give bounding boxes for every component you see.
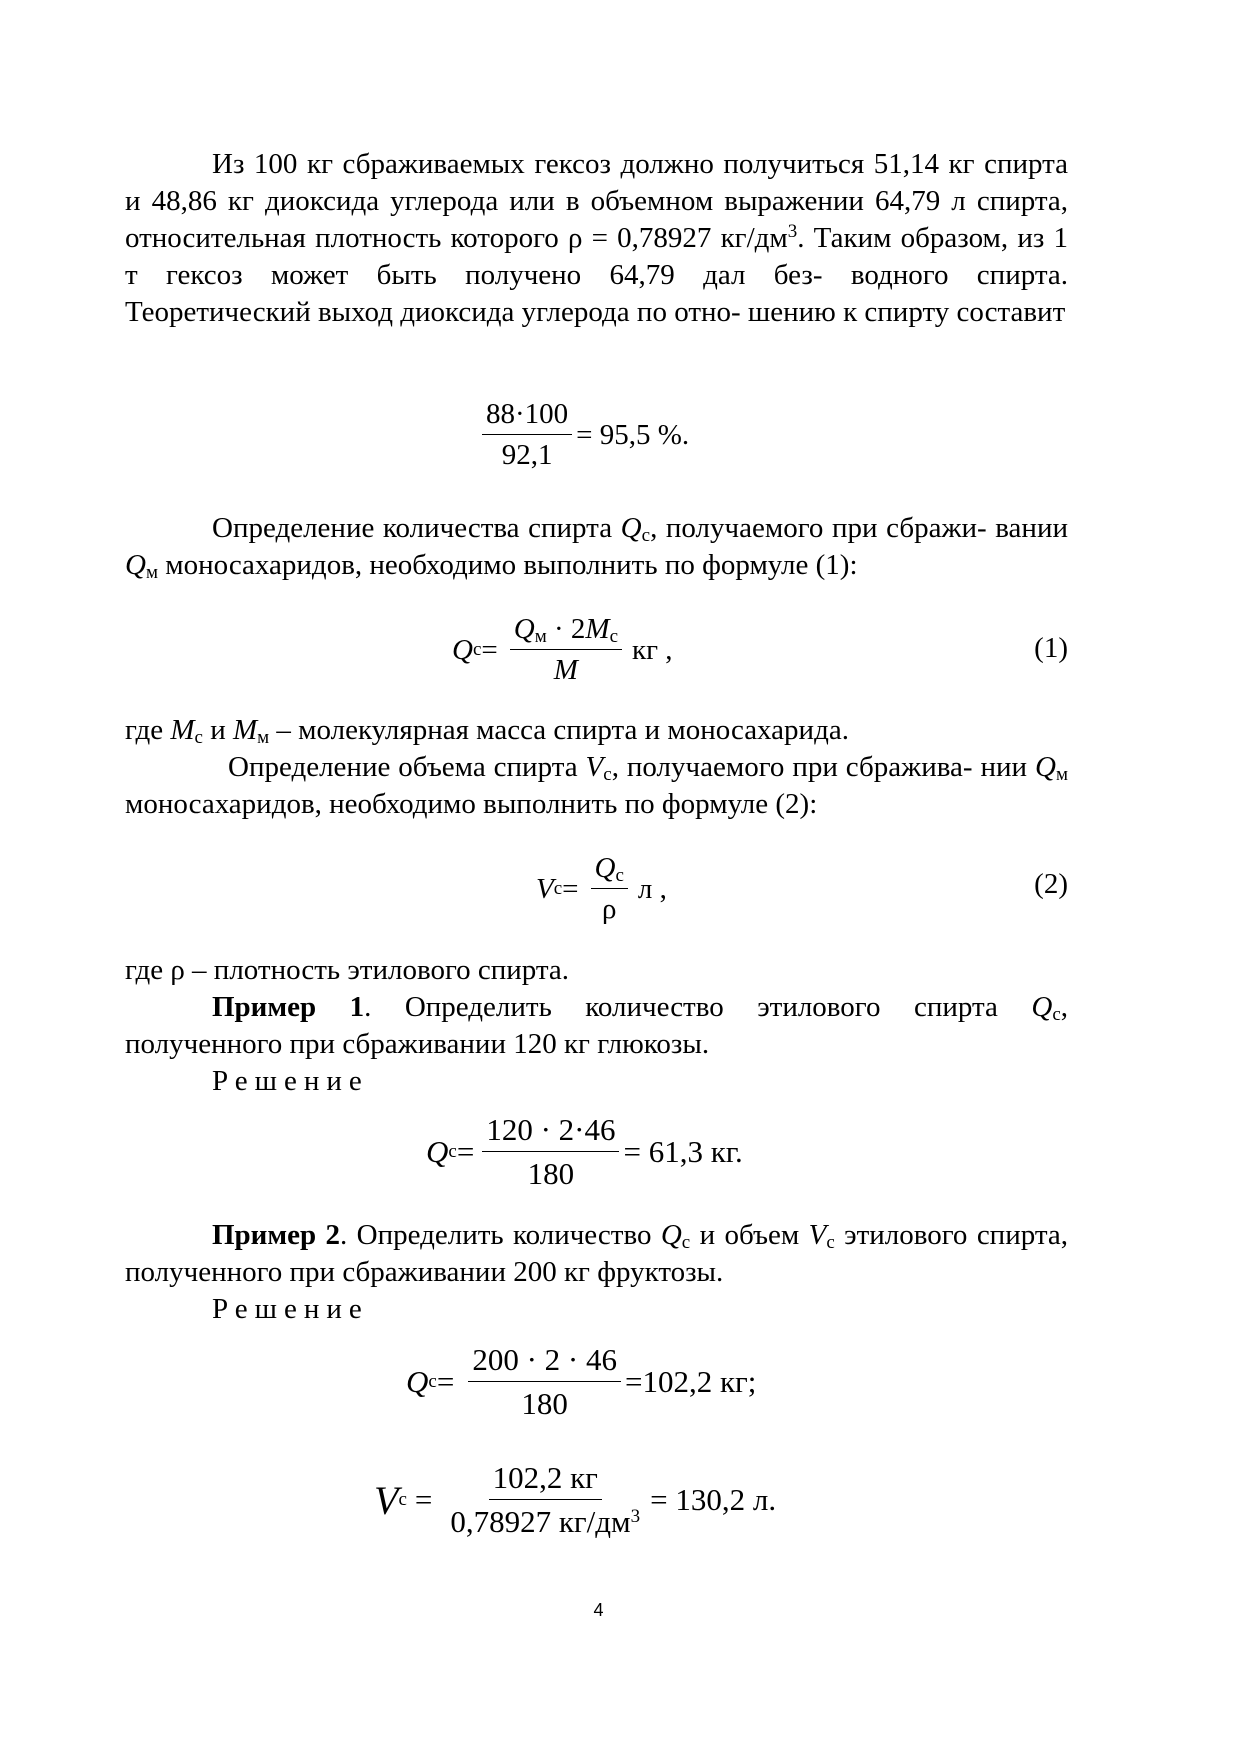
text: где ρ – плотность этилового спирта. — [125, 954, 570, 986]
formula-2: V с = $\frac{Q_с}{\rho}$ л , — [536, 852, 667, 925]
paragraph-line: спирта и 48,86 кг диоксида углерода или в объемном выражении — [125, 148, 1069, 217]
formula-result: = 95,5 %. — [576, 418, 690, 451]
text: . Определить количество этилового спирта — [364, 991, 1032, 1023]
equals: = — [481, 633, 498, 666]
fraction — [482, 398, 572, 472]
subscript: с — [603, 764, 612, 785]
variable: Q — [1031, 991, 1053, 1023]
paragraph-line: 64,79 л спирта, относительная плотность которого ρ = 0,78927 кг/дм — [125, 185, 1068, 254]
formula-co2-yield — [478, 398, 689, 472]
variable: Q — [620, 512, 642, 544]
text: Определение объема спирта — [228, 751, 586, 783]
equals: = — [562, 872, 579, 905]
variable: V — [374, 1477, 399, 1523]
page-number: 4 — [593, 1600, 604, 1620]
variable: M — [585, 613, 610, 645]
text: моносахаридов, необходимо выполнить по формуле (1): — [157, 549, 858, 581]
text: Решение — [212, 1065, 369, 1097]
subscript: м — [534, 626, 547, 647]
subscript: с — [1052, 1004, 1061, 1025]
paragraph-line: Таким образом, из 1 т гексоз может быть получено 64,79 дал без- — [125, 222, 1068, 291]
variable: V — [536, 872, 554, 905]
numerator — [510, 613, 622, 650]
variable: V — [808, 1219, 827, 1251]
paragraph-line: . — [797, 222, 805, 254]
numerator: 88·100 — [482, 398, 572, 435]
text: . Определить количество — [340, 1219, 661, 1251]
variable: Q — [406, 1364, 429, 1399]
superscript: 3 — [787, 221, 798, 242]
variable: Q — [513, 613, 535, 645]
text: этилового — [834, 1219, 968, 1251]
formula-example-2-volume: V с = $\frac{102,2 кг}{0,78927 кг/дм^3}$ = 130,2 л. — [374, 1460, 777, 1539]
subscript: м — [257, 727, 270, 748]
text: где — [125, 714, 171, 746]
denominator: 180 — [527, 1156, 575, 1191]
example-label: Пример 1 — [212, 991, 365, 1023]
formula-result: =102,2 кг; — [624, 1364, 757, 1399]
subscript: с — [681, 1232, 691, 1253]
text: , получаемого при сбражива- — [611, 751, 973, 783]
paragraph-line: Из 100 кг сбраживаемых гексоз должно получиться 51,14 кг — [212, 148, 975, 180]
variable: Q — [594, 852, 616, 884]
equals: = — [414, 1482, 433, 1517]
formula-example-1: Q с = $\frac{120 \cdot 2\cdot 46}{180}$ = 61,3 кг. — [426, 1112, 743, 1191]
text: и объем — [690, 1219, 809, 1251]
formula-example-2-quantity: Q с = $\frac{200 \cdot 2 \cdot 46}{180}$ =102,2 кг; — [406, 1342, 757, 1421]
subscript: с — [609, 626, 619, 647]
unit: кг , — [632, 633, 673, 666]
example-1 — [125, 989, 1068, 1063]
text: моносахаридов, необходимо выполнить по формуле (2): — [125, 788, 818, 820]
text: 0,78927 кг/дм — [450, 1504, 631, 1539]
subscript: с — [641, 525, 651, 546]
variable: V — [585, 751, 604, 783]
text: Решение — [212, 1293, 369, 1325]
formula-result: = 61,3 кг. — [623, 1134, 743, 1169]
paragraph-where-molecular — [125, 712, 1068, 749]
solution-heading — [125, 1291, 1068, 1328]
subscript: с — [615, 865, 624, 886]
subscript: м — [1055, 764, 1069, 785]
text: и — [202, 714, 233, 746]
paragraph-where-density — [125, 952, 1068, 989]
text: · 2 — [546, 613, 586, 645]
denominator: 180 — [521, 1386, 568, 1421]
denominator — [446, 1500, 644, 1540]
denominator: ρ — [601, 893, 617, 925]
text: вании — [995, 512, 1068, 544]
example-2 — [125, 1217, 1068, 1291]
numerator: 120 · 2·46 — [482, 1112, 619, 1152]
superscript: 3 — [630, 1506, 641, 1527]
text: , — [1060, 991, 1068, 1023]
variable: M — [170, 714, 195, 746]
numerator: 102,2 кг — [489, 1460, 602, 1500]
subscript: м — [145, 562, 158, 583]
denominator: 92,1 — [501, 439, 553, 471]
fraction — [591, 852, 628, 926]
fraction — [510, 613, 622, 687]
paragraph-alcohol-volume — [125, 749, 1068, 823]
equation-number: (2) — [1034, 868, 1068, 900]
equation-number: (1) — [1034, 632, 1068, 664]
variable: Q — [1035, 751, 1056, 783]
unit: л , — [637, 872, 667, 905]
paragraph-line: водного спирта. Теоретический выход диоксида углерода по отно- — [125, 259, 1068, 328]
text: полученного при сбраживании 120 кг глюкозы. — [125, 1028, 710, 1060]
formula-result: = 130,2 л. — [650, 1482, 777, 1517]
variable: Q — [660, 1219, 682, 1251]
numerator: 200 · 2 · 46 — [468, 1342, 621, 1382]
formula-1: Q с = $\frac{Q_м \cdot 2M_с}{M}$ кг , — [452, 613, 673, 686]
text: – молекулярная масса спирта и моносахарида. — [269, 714, 849, 746]
variable: M — [232, 714, 258, 746]
equals: = — [456, 1134, 475, 1169]
variable: Q — [452, 633, 473, 666]
numerator — [591, 852, 628, 889]
fraction — [446, 1460, 644, 1540]
text: спирта, полученного при сбраживании 200 кг фруктозы. — [125, 1219, 1068, 1288]
solution-heading — [125, 1063, 1068, 1100]
text: Определение количества спирта — [212, 512, 621, 544]
text: , получаемого при сбражи- — [650, 512, 987, 544]
fraction — [482, 1112, 619, 1192]
variable: Q — [426, 1134, 449, 1169]
text: нии — [980, 751, 1036, 783]
subscript: с — [826, 1232, 835, 1253]
example-label: Пример 2 — [212, 1219, 341, 1251]
subscript: с — [194, 727, 203, 748]
equals: = — [436, 1364, 455, 1399]
paragraph-alcohol-quantity — [125, 510, 1068, 584]
paragraph-line: шению к спирту составит — [747, 296, 1066, 328]
variable: Q — [125, 549, 146, 581]
paragraph-hexose-yield — [125, 146, 1068, 331]
denominator: M — [553, 654, 578, 686]
fraction — [468, 1342, 621, 1422]
